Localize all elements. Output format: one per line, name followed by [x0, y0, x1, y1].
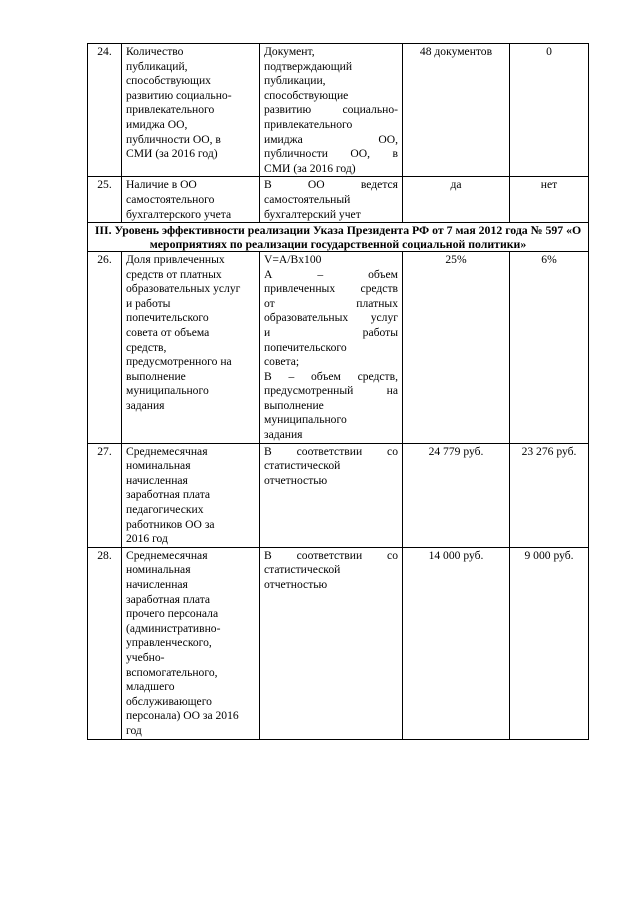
row-number: 25. [88, 177, 122, 223]
indicator-line: Среднемесячная [126, 548, 208, 562]
basis-line: привлеченных средств [264, 282, 398, 296]
indicator-line: номинальная [126, 459, 191, 473]
basis-line: отчетностью [264, 473, 328, 487]
actual-value: 23 276 руб. [510, 443, 589, 547]
indicator-line: предусмотренного на [126, 355, 232, 369]
basis-line: В – объем средств, [264, 369, 398, 383]
indicator-line: публикаций, [126, 59, 188, 73]
indicator-line: попечительского [126, 311, 209, 325]
indicator-line: совета от объема [126, 325, 210, 339]
basis-cell [260, 251, 403, 443]
indicator-line: заработная плата [126, 488, 211, 502]
basis-line: СМИ (за 2016 год) [264, 161, 356, 175]
indicator-line: СМИ (за 2016 год) [126, 147, 218, 161]
actual-value: 6% [510, 251, 589, 443]
indicator-line: Доля привлеченных [126, 252, 225, 266]
section-title: III. Уровень эффективности реализации Указа Президента РФ от 7 мая 2012 года № 597 «О мероприятиях по реализации государственной социальной политики» [88, 223, 589, 252]
basis-line: А – объем [264, 267, 398, 281]
indicator-cell [122, 547, 260, 739]
basis-cell [260, 547, 403, 739]
indicator-line: вспомогательного, [126, 665, 218, 679]
table-body-upper [88, 44, 589, 223]
indicator-line: задания [126, 398, 165, 412]
table-row [88, 44, 589, 177]
indicator-line: бухгалтерского учета [126, 207, 232, 221]
basis-line: попечительского [264, 340, 347, 354]
actual-value: нет [510, 177, 589, 223]
indicator-line: начисленная [126, 578, 188, 591]
basis-line: отчетностью [264, 578, 328, 591]
section-header-row [88, 223, 589, 252]
basis-line: муниципального [264, 413, 347, 427]
target-value: да [403, 177, 510, 223]
basis-line: статистической [264, 563, 341, 577]
table-body-lower [88, 251, 589, 739]
basis-line: развитию социально- [264, 103, 398, 117]
indicator-line: Количество [126, 45, 184, 58]
target-value: 14 000 руб. [403, 547, 510, 739]
target-value: 25% [403, 251, 510, 443]
basis-line: самостоятельный [264, 192, 351, 206]
row-number: 28. [88, 547, 122, 739]
indicator-line: образовательных услуг [126, 282, 241, 296]
indicator-line: способствующих [126, 74, 211, 88]
table-row [88, 443, 589, 547]
indicator-line: привлекательного [126, 103, 215, 117]
indicator-line: работников ОО за [126, 517, 215, 531]
indicator-line: номинальная [126, 563, 191, 577]
basis-line: совета; [264, 355, 300, 369]
indicator-cell [122, 177, 260, 223]
indicator-line: заработная плата [126, 592, 211, 606]
indicator-line: персонала) ОО за 2016 [126, 709, 239, 723]
indicator-cell [122, 44, 260, 177]
basis-line: предусмотренный на [264, 384, 398, 398]
basis-line: подтверждающий [264, 59, 353, 73]
basis-cell [260, 44, 403, 177]
basis-cell [260, 177, 403, 223]
basis-line: привлекательного [264, 117, 353, 131]
indicator-line: начисленная [126, 473, 188, 487]
indicator-cell [122, 443, 260, 547]
row-number: 24. [88, 44, 122, 177]
basis-cell [260, 443, 403, 547]
table-row [88, 177, 589, 223]
indicator-line: педагогических [126, 503, 204, 517]
indicators-table [87, 43, 589, 740]
actual-value: 0 [510, 44, 589, 177]
basis-line: имиджа ОО, [264, 132, 398, 146]
basis-line: Документ, [264, 45, 315, 58]
indicator-line: 2016 год [126, 532, 168, 546]
indicator-line: имиджа ОО, [126, 117, 188, 131]
indicator-line: год [126, 723, 142, 737]
indicator-line: муниципального [126, 384, 209, 398]
indicator-line: средств от платных [126, 267, 222, 281]
basis-line: В ОО ведется [264, 178, 398, 192]
table-row [88, 251, 589, 443]
table-row [88, 547, 589, 739]
indicator-line: выполнение [126, 369, 186, 383]
indicator-line: учебно- [126, 650, 165, 664]
basis-line: образовательных услуг [264, 311, 398, 325]
indicator-line: (административно- [126, 621, 221, 635]
basis-line: публичности ОО, в [264, 147, 398, 161]
basis-line: и работы [264, 325, 398, 339]
indicator-line: средств, [126, 340, 167, 354]
indicator-line: Наличие в ОО [126, 178, 197, 192]
section-header-body [88, 223, 589, 252]
basis-line: от платных [264, 296, 398, 310]
indicator-line: самостоятельного [126, 192, 215, 206]
basis-line: статистической [264, 459, 341, 473]
actual-value: 9 000 руб. [510, 547, 589, 739]
indicator-cell [122, 251, 260, 443]
basis-line: В соответствии со [264, 548, 398, 562]
indicator-line: и работы [126, 296, 171, 310]
target-value: 24 779 руб. [403, 443, 510, 547]
basis-line: способствующие [264, 88, 349, 102]
basis-line: выполнение [264, 398, 324, 412]
indicator-line: прочего персонала [126, 607, 219, 621]
indicator-line: обслуживающего [126, 694, 212, 708]
basis-line: бухгалтерский учет [264, 207, 361, 221]
row-number: 27. [88, 443, 122, 547]
basis-line: В соответствии со [264, 444, 398, 458]
row-number: 26. [88, 251, 122, 443]
indicator-line: младшего [126, 680, 175, 694]
basis-line: публикации, [264, 74, 326, 88]
indicator-line: развитию социально- [126, 88, 232, 102]
basis-line: задания [264, 428, 303, 442]
indicator-line: публичности ОО, в [126, 132, 221, 146]
indicator-line: Среднемесячная [126, 444, 208, 458]
basis-line: V=A/Bx100 [264, 252, 322, 266]
indicator-line: управленческого, [126, 636, 212, 650]
target-value: 48 документов [403, 44, 510, 177]
